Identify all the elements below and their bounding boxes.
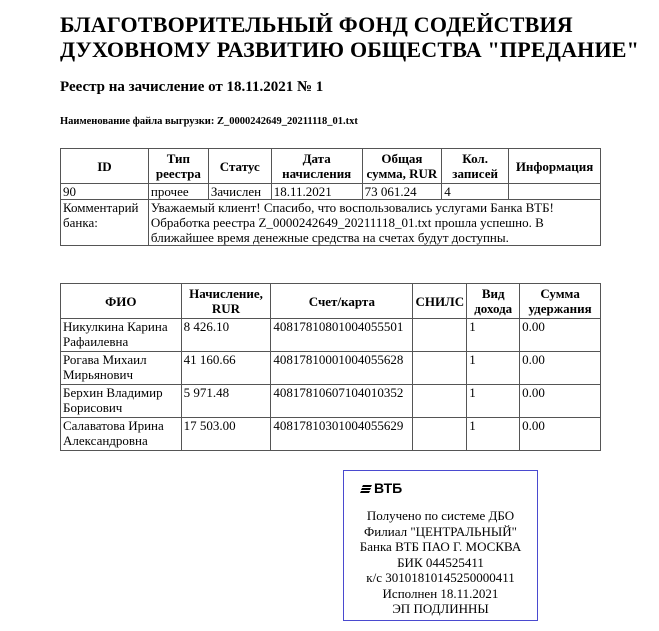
comment-row [61,200,601,246]
cell: 1 [467,385,520,418]
header-cell: Статус [208,149,271,184]
stamp-line: Филиал "ЦЕНТРАЛЬНЫЙ" [364,523,517,539]
header-cell: Счет/карта [271,284,413,319]
cell: 1 [467,352,520,385]
cell: Салаватова Ирина Александровна [61,418,182,451]
bank-comment: Уважаемый клиент! Спасибо, что воспользовались услугами Банка ВТБ! Обработка реестра Z_0000242649_20211118_01.txt прошла успешно. В ближайшее время денежные средства на счетах будут доступны. [148,200,600,246]
cell: 0.00 [520,352,601,385]
cell [509,184,601,200]
registry-row [61,184,601,200]
cell: 73 061.24 [362,184,442,200]
stamp-line: Получено по системе ДБО [366,508,515,523]
cell: Никулкина Карина Рафаилевна [61,319,182,352]
registry-table [60,148,601,246]
stamp-line: БИК 044525411 [397,554,484,570]
header-cell: Начисление, RUR [181,284,271,319]
cell: Рогава Михаил Мирьянович [61,352,182,385]
logo-text: ВТБ [374,480,403,496]
header-cell: ФИО [61,284,182,319]
stamp-line: ЭП ПОДЛИННЫ [392,601,489,616]
cell: 5 971.48 [181,385,271,418]
stamp-line: Исполнен 18.11.2021 [382,585,499,601]
header-cell: Сумма удержания [520,284,601,319]
registry-header-row [61,149,601,184]
cell: 40817810301004055629 [271,418,413,451]
cell: 17 503.00 [181,418,271,451]
payment-row [61,319,601,352]
cell: 90 [61,184,149,200]
title-line: БЛАГОТВОРИТЕЛЬНЫЙ ФОНД СОДЕЙСТВИЯ [60,12,573,37]
bank-stamp [343,470,538,621]
header-cell: ID [61,149,149,184]
payment-row [61,352,601,385]
file-name: Наименование файла выгрузки: Z_0000242649_20211118_01.txt [60,116,358,127]
cell [413,352,467,385]
cell: Зачислен [208,184,271,200]
cell: 8 426.10 [181,319,271,352]
cell: 4 [442,184,509,200]
header-cell: СНИЛС [413,284,467,319]
cell [413,385,467,418]
registry-subtitle: Реестр на зачисление от 18.11.2021 № 1 [60,79,324,95]
cell: 1 [467,319,520,352]
payments-table [60,283,601,451]
vtb-logo [360,481,402,497]
header-cell: Дата начисления [271,149,362,184]
payment-row [61,385,601,418]
stamp-line: Банка ВТБ ПАО Г. МОСКВА [359,539,522,554]
comment-label: Комментарий банка: [61,200,149,246]
cell: 40817810607104010352 [271,385,413,418]
stamp-line: к/с 30101810145250000411 [366,570,515,585]
cell [413,418,467,451]
cell: 1 [467,418,520,451]
cell: Берхин Владимир Борисович [61,385,182,418]
title-line: ДУХОВНОМУ РАЗВИТИЮ ОБЩЕСТВА "ПРЕДАНИЕ" [60,37,640,62]
payments-header-row [61,284,601,319]
header-cell: Общая сумма, RUR [362,149,442,184]
cell: 0.00 [520,385,601,418]
header-cell: Тип реестра [148,149,208,184]
organization-title [60,12,639,62]
cell: 0.00 [520,319,601,352]
cell: 41 160.66 [181,352,271,385]
cell: 18.11.2021 [271,184,362,200]
vtb-logo-icon [360,485,372,493]
cell [413,319,467,352]
cell: 40817810001004055628 [271,352,413,385]
cell: 0.00 [520,418,601,451]
payment-row [61,418,601,451]
header-cell: Информация [509,149,601,184]
cell: прочее [148,184,208,200]
header-cell: Вид дохода [467,284,520,319]
cell: 40817810801004055501 [271,319,413,352]
header-cell: Кол. записей [442,149,509,184]
